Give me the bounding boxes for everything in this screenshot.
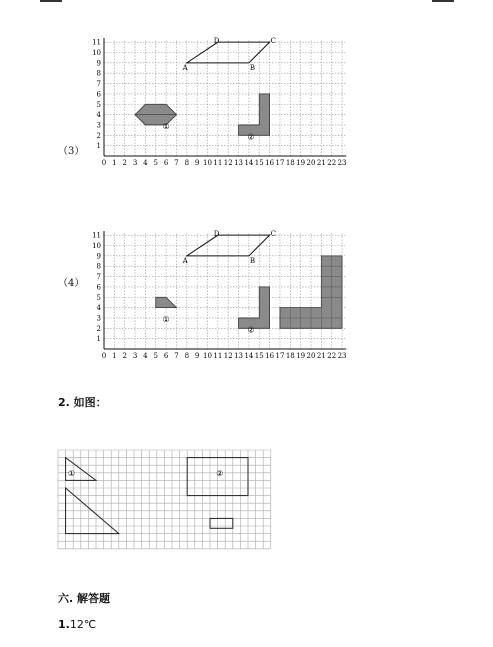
part3-label: （3） <box>58 146 85 157</box>
y-tick-label: 9 <box>96 59 101 68</box>
x-tick-label: 6 <box>163 352 169 360</box>
part4-grid-figure <box>90 193 420 363</box>
y-tick-label: 2 <box>96 324 101 333</box>
x-tick-label: 8 <box>184 352 190 360</box>
x-tick-label: 1 <box>112 159 117 167</box>
x-tick-label: 17 <box>275 352 285 360</box>
x-tick-label: 5 <box>153 159 158 167</box>
y-tick-label: 7 <box>96 273 101 282</box>
y-tick-label: 10 <box>92 242 101 250</box>
part4-label: （4） <box>58 278 85 289</box>
x-tick-label: 13 <box>234 159 244 167</box>
x-tick-label: 2 <box>122 159 127 167</box>
y-tick-label: 5 <box>96 293 101 302</box>
y-tick-label: 11 <box>92 231 101 240</box>
x-tick-label: 22 <box>327 352 337 360</box>
y-tick-label: 5 <box>96 100 101 109</box>
x-tick-label: 13 <box>234 352 244 360</box>
x-tick-label: 7 <box>174 159 179 167</box>
x-tick-label: 7 <box>174 352 179 360</box>
q2-shape-label-1: ① <box>67 468 76 478</box>
x-tick-label: 11 <box>213 159 223 167</box>
x-tick-label: 19 <box>296 352 306 360</box>
vertex-label-b: B <box>249 257 256 266</box>
x-tick-label: 21 <box>316 159 326 167</box>
vertex-label-a: A <box>182 64 188 73</box>
y-tick-label: 11 <box>92 38 101 47</box>
vertex-label-a: A <box>182 257 188 266</box>
shape-label-2: ② <box>247 132 255 142</box>
y-tick-label: 1 <box>96 335 101 344</box>
y-tick-label: 2 <box>96 131 101 140</box>
x-tick-label: 20 <box>306 352 316 360</box>
x-tick-label: 11 <box>213 352 223 360</box>
x-tick-label: 18 <box>285 159 295 167</box>
x-tick-label: 14 <box>244 159 254 167</box>
x-tick-label: 20 <box>306 159 316 167</box>
y-tick-label: 6 <box>96 283 101 292</box>
y-tick-label: 3 <box>96 121 101 130</box>
x-tick-label: 14 <box>244 352 254 360</box>
x-tick-label: 9 <box>194 159 200 167</box>
part3-grid-figure <box>90 0 420 170</box>
x-tick-label: 6 <box>163 159 169 167</box>
x-tick-label: 21 <box>316 352 326 360</box>
shape-label-1: ① <box>162 315 170 325</box>
x-tick-label: 23 <box>337 159 347 167</box>
x-tick-label: 23 <box>337 352 347 360</box>
x-tick-label: 12 <box>223 352 233 360</box>
x-tick-label: 4 <box>143 352 148 360</box>
y-tick-label: 4 <box>96 304 101 313</box>
x-tick-label: 12 <box>223 159 233 167</box>
x-tick-label: 5 <box>153 352 158 360</box>
x-tick-label: 22 <box>327 159 337 167</box>
x-tick-label: 10 <box>203 352 212 360</box>
vertex-label-d: D <box>213 230 220 239</box>
vertex-label-d: D <box>213 37 220 46</box>
q2-title: 2. 如图： <box>58 396 107 409</box>
answer-1-value: 12℃ <box>69 618 97 631</box>
y-tick-label: 7 <box>96 80 101 89</box>
top-edge-mark-right <box>432 0 454 2</box>
y-tick-label: 9 <box>96 252 101 261</box>
y-tick-label: 8 <box>96 262 101 271</box>
q2-grid-figure <box>56 448 276 552</box>
y-tick-label: 4 <box>96 111 101 120</box>
x-tick-label: 10 <box>203 159 212 167</box>
vertex-label-c: C <box>270 230 276 239</box>
x-tick-label: 19 <box>296 159 306 167</box>
x-tick-label: 4 <box>143 159 148 167</box>
shape-label-2: ② <box>247 325 255 335</box>
y-tick-label: 10 <box>92 49 101 57</box>
x-tick-label: 16 <box>265 159 275 167</box>
top-edge-mark-left <box>40 0 62 2</box>
vertex-label-c: C <box>270 37 276 46</box>
x-tick-label: 16 <box>265 352 275 360</box>
x-tick-label: 17 <box>275 159 285 167</box>
x-tick-label: 0 <box>101 159 107 167</box>
x-tick-label: 15 <box>254 159 264 167</box>
shape-label-1: ① <box>162 122 170 132</box>
y-tick-label: 8 <box>96 69 101 78</box>
y-tick-label: 6 <box>96 90 101 99</box>
x-tick-label: 1 <box>112 352 117 360</box>
x-tick-label: 8 <box>184 159 190 167</box>
answer-1-number: 1. <box>58 618 70 631</box>
x-tick-label: 2 <box>122 352 127 360</box>
q2-small-rectangle <box>210 518 233 528</box>
x-tick-label: 3 <box>132 352 138 360</box>
x-tick-label: 0 <box>101 352 107 360</box>
section6-title: 六. 解答题 <box>58 592 111 605</box>
x-tick-label: 18 <box>285 352 295 360</box>
x-tick-label: 3 <box>132 159 138 167</box>
vertex-label-b: B <box>249 64 256 73</box>
y-tick-label: 3 <box>96 314 101 323</box>
y-tick-label: 1 <box>96 142 101 151</box>
answer-1 <box>58 618 96 631</box>
x-tick-label: 9 <box>194 352 200 360</box>
x-tick-label: 15 <box>254 352 264 360</box>
trapezoid-shape-1 <box>156 297 177 307</box>
q2-shape-label-2: ② <box>216 468 224 478</box>
